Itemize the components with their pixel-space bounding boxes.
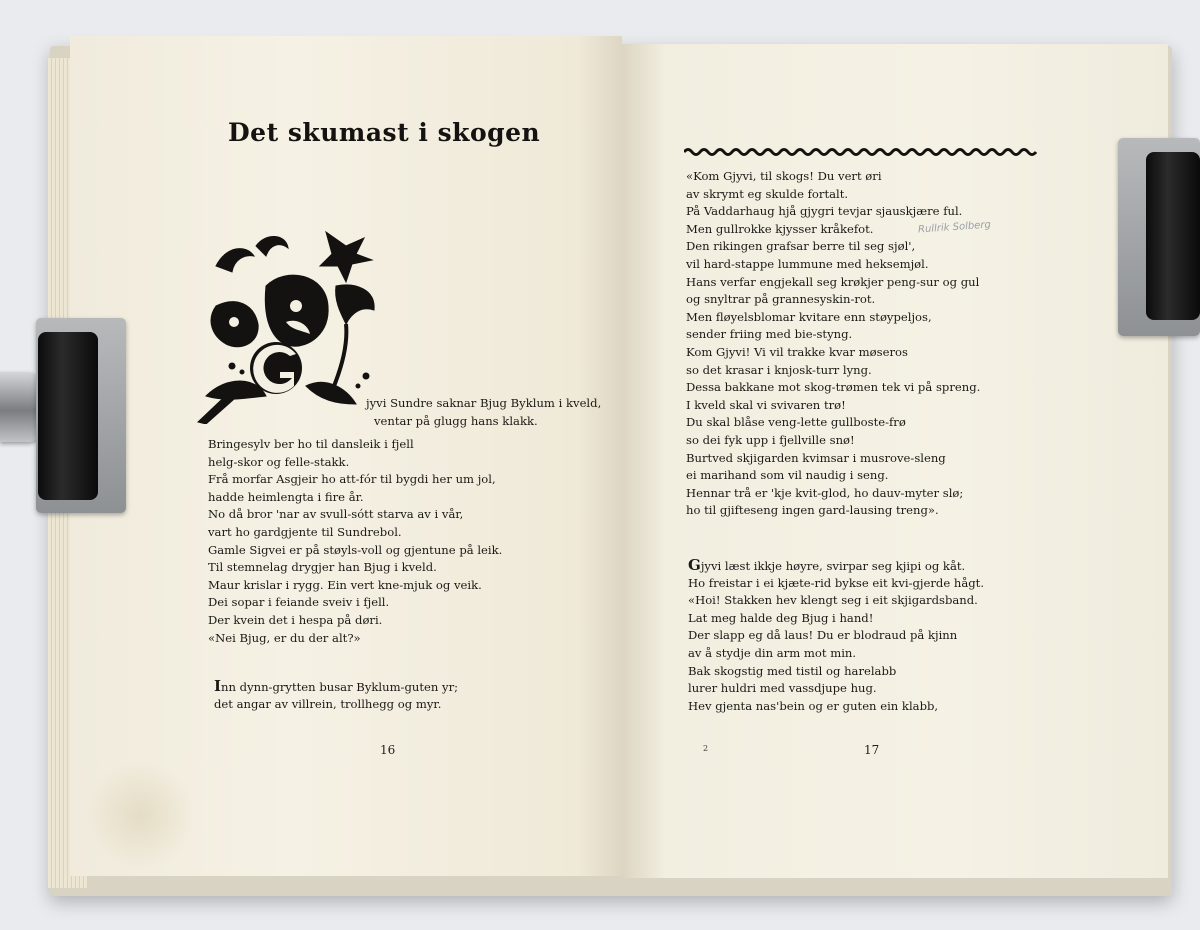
verse-line: «Nei Bjug, er du der alt?» bbox=[208, 630, 361, 645]
poem-title: Det skumast i skogen bbox=[228, 118, 541, 147]
verse-line: No då bror 'nar av svull-sótt starva av i vår, bbox=[208, 507, 464, 522]
signature-mark: 2 bbox=[703, 744, 709, 753]
verse-line: sender friing med bie-styng. bbox=[686, 327, 853, 342]
verse-line: Bringesylv ber ho til dansleik i fjell bbox=[208, 437, 414, 451]
verse-line: Maur krislar i rygg. Ein vert kne-mjuk og veik. bbox=[208, 577, 482, 592]
clip-grip-right bbox=[1146, 152, 1200, 320]
page-number-right: 17 bbox=[864, 743, 880, 757]
verse-line: Men fløyelsblomar kvitare enn støypeljos, bbox=[686, 309, 932, 324]
binder-clip-right bbox=[1118, 138, 1200, 336]
verse-line: Kom Gjyvi! Vi vil trakke kvar møseros bbox=[686, 344, 908, 359]
verse-line: Men gullrokke kjysser kråkefot. bbox=[686, 221, 874, 236]
stanza-initial: I bbox=[214, 677, 222, 695]
verse-line: helg-skor og felle-stakk. bbox=[208, 454, 350, 469]
verse-line: Til stemnelag drygjer han Bjug i kveld. bbox=[208, 560, 437, 575]
verse-line: Gamle Sigvei er på støyls-voll og gjentune på leik. bbox=[208, 542, 503, 557]
verse-line: Hans verfar engjekall seg krøkjer peng-sur og gul bbox=[686, 274, 980, 289]
verse-line: På Vaddarhaug hjå gjygri tevjar sjauskjære ful. bbox=[686, 204, 963, 219]
left-stanza-2 bbox=[214, 678, 458, 713]
verse-line: Du skal blåse veng-lette gullboste-frø bbox=[686, 415, 906, 430]
verse-line: Ho freistar i ei kjæte-rid bykse eit kvi-gjerde hågt. bbox=[688, 575, 985, 590]
verse-line: hadde heimlengta i fire år. bbox=[208, 489, 364, 504]
clip-grip-left bbox=[38, 332, 98, 500]
verse-line: I kveld skal vi svivaren trø! bbox=[686, 397, 846, 412]
stanza-initial: G bbox=[688, 556, 701, 574]
ornamental-rule bbox=[684, 146, 1038, 158]
verse-line: vil hard-stappe lummune med heksemjøl. bbox=[686, 256, 929, 271]
verse-line: Dei sopar i feiande sveiv i fjell. bbox=[208, 595, 390, 610]
verse-line: av å stydje din arm mot min. bbox=[688, 645, 857, 660]
verse-line: lurer huldri med vassdjupe hug. bbox=[688, 681, 877, 696]
pencil-annotation: Rullrik Solberg bbox=[917, 219, 992, 236]
verse-line: ei marihand som vil naudig i seng. bbox=[686, 468, 889, 483]
verse-line: «Hoi! Stakken hev klengt seg i eit skjigardsband. bbox=[688, 593, 978, 608]
verse-line: Burtved skjigarden kvimsar i musrove-sleng bbox=[686, 450, 946, 465]
verse-line: Den rikingen grafsar berre til seg sjøl', bbox=[686, 239, 916, 254]
verse-line: Hennar trå er 'kje kvit-glod, ho dauv-myter slø; bbox=[686, 485, 964, 500]
verse-line: ventar på glugg hans klakk. bbox=[374, 413, 538, 428]
verse-line: Lat meg halde deg Bjug i hand! bbox=[688, 610, 874, 625]
left-stanza-1 bbox=[208, 436, 502, 647]
right-stanza-1 bbox=[686, 168, 980, 520]
page-number-left: 16 bbox=[380, 743, 396, 757]
verse-line: av skrymt eg skulde fortalt. bbox=[686, 186, 849, 201]
verse-line: vart ho gardgjente til Sundrebol. bbox=[208, 524, 402, 539]
verse-line: ho til gjifteseng ingen gard-lausing treng». bbox=[686, 503, 939, 518]
page-stain bbox=[86, 760, 196, 870]
verse-line: nn dynn-grytten busar Byklum-guten yr; bbox=[221, 680, 459, 694]
verse-line: jyvi læst ikkje høyre, svirpar seg kjipi og kåt. bbox=[700, 559, 966, 573]
verse-line: Bak skogstig med tistil og harelabb bbox=[688, 663, 897, 678]
opening-lines bbox=[366, 395, 601, 430]
verse-line: «Kom Gjyvi, til skogs! Du vert øri bbox=[686, 169, 882, 183]
verse-line: jyvi Sundre saknar Bjug Byklum i kveld, bbox=[366, 396, 602, 410]
binder-clip-left bbox=[36, 318, 126, 513]
verse-line: Der kvein det i hespa på døri. bbox=[208, 612, 383, 627]
verse-line: det angar av villrein, trollhegg og myr. bbox=[214, 696, 442, 711]
verse-line: Hev gjenta nas'bein og er guten ein klabb, bbox=[688, 698, 939, 713]
verse-line: Frå morfar Asgjeir ho att-fór til bygdi her um jol, bbox=[208, 472, 496, 487]
verse-line: og snyltrar på grannesyskin-rot. bbox=[686, 292, 876, 307]
verse-line: Dessa bakkane mot skog-trømen tek vi på spreng. bbox=[686, 380, 981, 395]
woodcut-illustration bbox=[196, 226, 392, 424]
verse-line: Der slapp eg då laus! Du er blodraud på kjinn bbox=[688, 628, 958, 643]
verse-line: so dei fyk upp i fjellville snø! bbox=[686, 432, 855, 447]
verse-line: so det krasar i knjosk-turr lyng. bbox=[686, 362, 872, 377]
right-stanza-2 bbox=[688, 557, 984, 715]
